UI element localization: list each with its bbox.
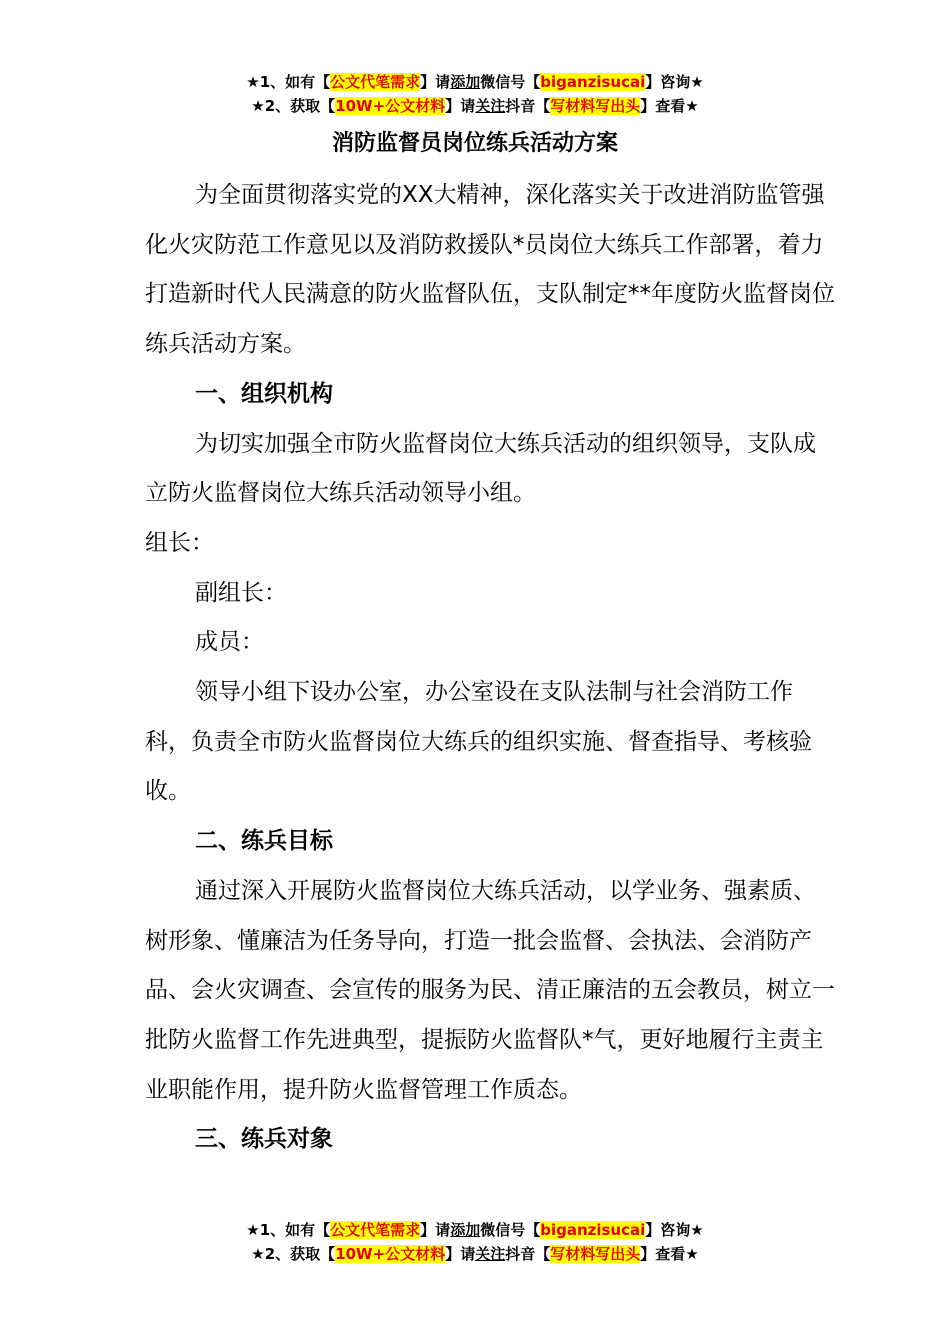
banner-text: 】查看★ [640, 97, 699, 115]
bottom-banner-line-2 [0, 1242, 950, 1266]
banner-text: 】请 [420, 73, 451, 91]
office-paragraph: 领导小组下设办公室，办公室设在支队法制与社会消防工作科，负责全市防火监督岗位大练兵的组织实施、督查指导、考核验收。 [145, 679, 812, 805]
banner-text: 抖音【 [505, 97, 551, 115]
banner-text: 】请 [445, 97, 476, 115]
banner-text: 】咨询★ [645, 1221, 704, 1239]
banner-highlight: 公文代笔需求 [330, 73, 421, 91]
banner-text: ★1、如有【 [246, 1221, 331, 1239]
banner-underlined-text: 添加 [450, 1221, 481, 1239]
section-heading-targets: 三、练兵对象 [195, 1126, 333, 1153]
banner-text: 】请 [445, 1245, 476, 1263]
banner-text: ★2、获取【 [251, 1245, 336, 1263]
section-heading-goals: 二、练兵目标 [195, 828, 333, 855]
banner-wechat-id: biganzisucai [540, 1221, 646, 1239]
banner-text: ★1、如有【 [246, 73, 331, 91]
banner-douyin-id: 写材料写出头 [550, 97, 641, 115]
bottom-banner-line-1 [0, 1218, 950, 1242]
intro-paragraph: 为全面贯彻落实党的XX大精神，深化落实关于改进消防监管强化火灾防范工作意见以及消防救援队*员岗位大练兵工作部署，着力打造新时代人民满意的防火监督队伍，支队制定**年度防火监督岗位练兵活动方案。 [145, 182, 835, 358]
banner-text: 】咨询★ [645, 73, 704, 91]
banner-underlined-text: 添加 [450, 73, 481, 91]
banner-text: 抖音【 [505, 1245, 551, 1263]
leader-line: 组长： [145, 529, 214, 556]
banner-highlight: 公文代笔需求 [330, 1221, 421, 1239]
document-body [145, 171, 835, 1165]
goals-paragraph: 通过深入开展防火监督岗位大练兵活动，以学业务、强素质、树形象、懂廉洁为任务导向，打造一批会监督、会执法、会消防产品、会火灾调查、会宣传的服务为民、清正廉洁的五会教员，树立一批防火监督工作先进典型，提振防火监督队*气，更好地履行主责主业职能作用，提升防火监督管理工作质态。 [145, 877, 835, 1103]
document-title: 消防监督员岗位练兵活动方案 [331, 131, 618, 156]
banner-highlight: 10W+公文材料 [335, 1245, 446, 1263]
banner-text: ★2、获取【 [251, 97, 336, 115]
banner-text: 】查看★ [640, 1245, 699, 1263]
banner-text: 微信号【 [480, 73, 541, 91]
organization-paragraph: 为切实加强全市防火监督岗位大练兵活动的组织领导，支队成立防火监督岗位大练兵活动领导小组。 [145, 430, 816, 507]
banner-underlined-text: 关注 [475, 1245, 506, 1263]
top-banner-line-1 [0, 70, 950, 94]
banner-underlined-text: 关注 [475, 97, 506, 115]
banner-text: 微信号【 [480, 1221, 541, 1239]
section-heading-organization: 一、组织机构 [195, 380, 333, 407]
banner-wechat-id: biganzisucai [540, 73, 646, 91]
banner-text: 】请 [420, 1221, 451, 1239]
top-banner-line-2 [0, 94, 950, 118]
banner-highlight: 10W+公文材料 [335, 97, 446, 115]
banner-douyin-id: 写材料写出头 [550, 1245, 641, 1263]
deputy-leader-line: 副组长： [195, 579, 287, 606]
members-line: 成员： [195, 629, 264, 656]
